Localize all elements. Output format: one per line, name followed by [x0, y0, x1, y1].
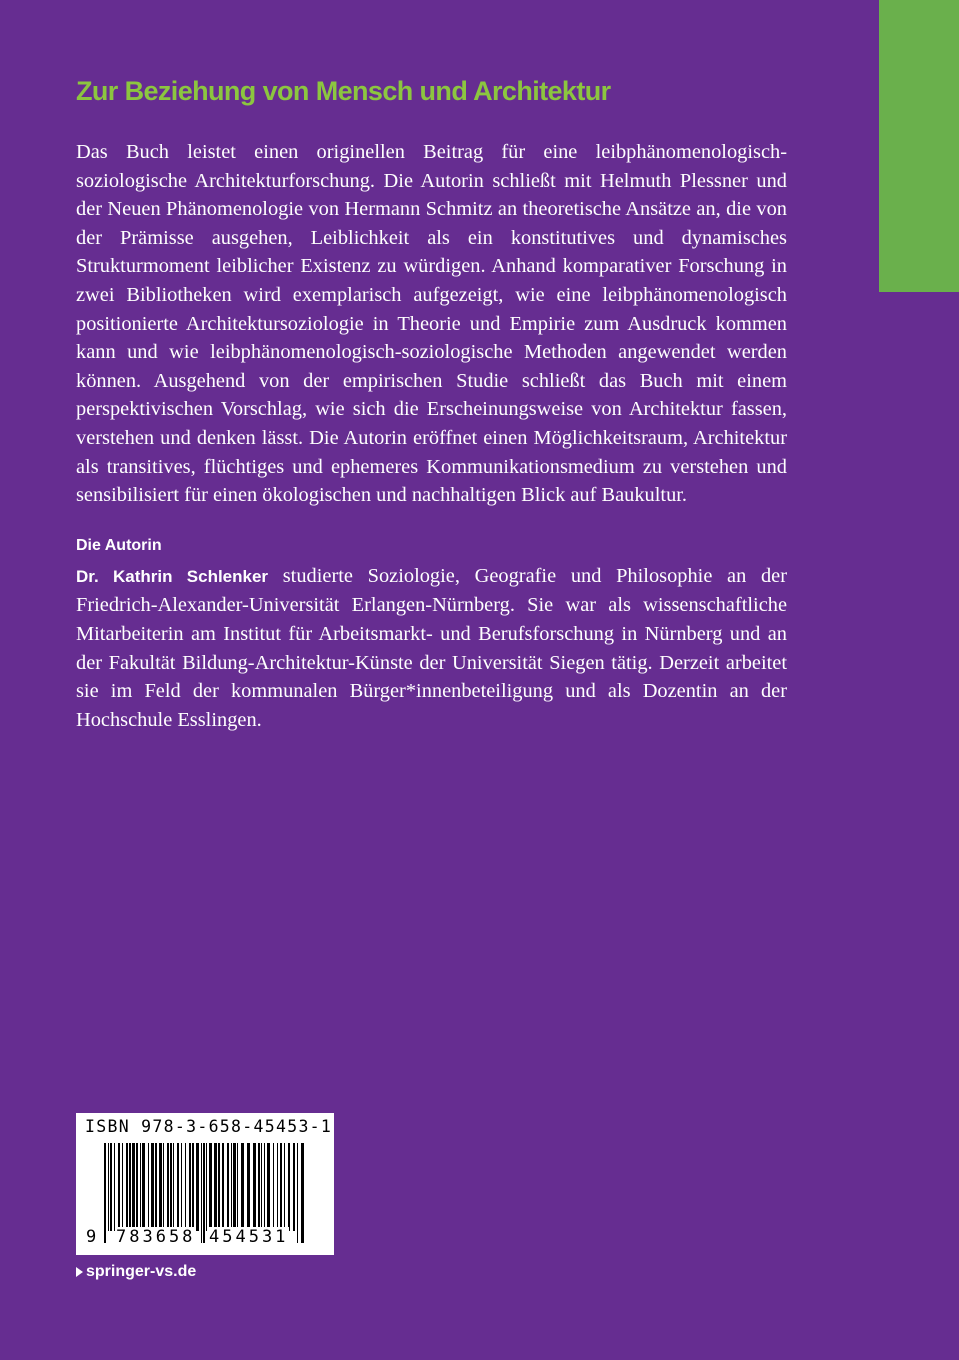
ean-first-digit: 9: [86, 1227, 97, 1247]
barcode-bar: [189, 1143, 191, 1231]
barcode-bar: [277, 1143, 278, 1231]
publisher-link[interactable]: [76, 1263, 196, 1281]
ean-left-digits: 783658: [116, 1227, 196, 1247]
barcode-bar: [177, 1143, 179, 1231]
barcode-bar: [203, 1143, 205, 1243]
barcode-bar: [148, 1143, 149, 1231]
publisher-url: springer-vs.de: [86, 1263, 197, 1280]
barcode-bar: [151, 1143, 154, 1231]
back-cover-content: [76, 74, 787, 734]
barcode-bar: [280, 1143, 282, 1231]
barcode-bar: [155, 1143, 157, 1231]
ean-right-digits: 454531: [209, 1227, 289, 1247]
barcode-bar: [258, 1143, 260, 1231]
barcode-bar: [241, 1143, 244, 1231]
arrow-right-icon: [76, 1267, 83, 1277]
barcode-bar: [132, 1143, 135, 1231]
barcode-bar: [196, 1143, 199, 1231]
barcode-bar: [273, 1143, 274, 1231]
barcode-bar: [192, 1143, 194, 1231]
barcode-bar: [237, 1143, 238, 1231]
book-subtitle-heading: Zur Beziehung von Mensch und Architektur: [76, 76, 611, 106]
barcode-bar: [170, 1143, 172, 1231]
barcode-bar: [173, 1143, 174, 1231]
barcode-bar: [293, 1143, 295, 1231]
barcode-bar: [122, 1143, 123, 1231]
barcode-bar: [118, 1143, 120, 1231]
barcode-bar: [201, 1143, 202, 1243]
barcode-bar: [233, 1143, 236, 1231]
barcode-bar: [110, 1143, 112, 1231]
barcode-bar: [261, 1143, 262, 1231]
author-name: Dr. Kathrin Schlenker: [76, 566, 269, 586]
barcode-bar: [284, 1143, 285, 1231]
author-heading: Die Autorin: [76, 536, 162, 554]
barcode-bar: [218, 1143, 220, 1231]
barcode-bar: [297, 1143, 298, 1243]
barcode-bar: [209, 1143, 212, 1231]
barcode-bar: [288, 1143, 290, 1231]
barcode-bar: [129, 1143, 131, 1231]
barcode-bar: [222, 1143, 224, 1231]
barcode-bar: [227, 1143, 229, 1231]
barcode-bar: [163, 1143, 164, 1231]
barcode-bar: [301, 1143, 304, 1243]
barcode-bar: [214, 1143, 217, 1231]
barcode-bar: [206, 1143, 207, 1231]
barcode-bar: [114, 1143, 115, 1231]
barcode-bar: [167, 1143, 169, 1231]
barcode-bar: [267, 1143, 270, 1231]
barcode-bar: [104, 1143, 106, 1243]
author-bio-text: studierte Soziologie, Geografie und Philosophie an der Friedrich-Alexander-Universität Erlangen-Nürnberg. Sie war als wissenschaftliche Mitarbeiterin am Institut für Arbeitsmarkt- und Berufsforschung in Nürnberg und an der Fakultät Bildung-Architektur-Künste der Universität Siegen tätig. Derzeit arbeitet sie im Feld der kommunalen Bürger*innenbeteiligung und als Dozentin an der Hochschule Esslingen.: [76, 564, 788, 731]
barcode-bar: [253, 1143, 256, 1231]
isbn-label: ISBN 978-3-658-45453-1: [85, 1117, 333, 1136]
book-description: Das Buch leistet einen originellen Beitrag für eine leibphänomenologisch-soziologische Architekturforschung. Die Autorin schließt mit Helmuth Plessner und der Neuen Phänomenologie von Hermann Schmitz an theoretische Ansätze an, die von der Prämisse ausgehen, Leiblichkeit als ein konstitutives und dynamisches Strukturmoment leiblicher Existenz zu würdigen. Anhand komparativer Forschung in zwei Bibliotheken wird exemplarisch aufgezeigt, wie eine leibphänomenologisch positionierte Architektursoziologie in Theorie und Empirie zum Ausdruck kommen kann und wie leibphänomenologisch-soziologische Methoden angewendet werden können. Ausgehend von der empirischen Studie schließt das Buch mit einem perspektivischen Vorschlag, wie sich die Erscheinungsweise von Architektur fassen, verstehen und denken lässt. Die Autorin eröffnet einen Möglichkeitsraum, Architektur als transitives, flüchtiges und ephemeres Kommunikationsmedium zu verstehen und sensibilisiert für einen ökologischen und nachhaltigen Blick auf Baukultur.: [76, 141, 787, 507]
barcode-bar: [126, 1143, 128, 1231]
green-accent-tab: [879, 0, 959, 292]
barcode-bar: [108, 1143, 109, 1231]
barcode-bar: [140, 1143, 141, 1231]
barcode-bar: [247, 1143, 250, 1231]
barcode-bar: [159, 1143, 162, 1231]
barcode-bar: [136, 1143, 138, 1231]
barcode-bar: [142, 1143, 145, 1231]
barcode-bar: [231, 1143, 232, 1231]
barcode-bar: [185, 1143, 186, 1231]
author-bio: [76, 562, 787, 735]
isbn-barcode: [76, 1113, 334, 1255]
barcode-bar: [264, 1143, 265, 1231]
barcode-bar: [181, 1143, 182, 1231]
